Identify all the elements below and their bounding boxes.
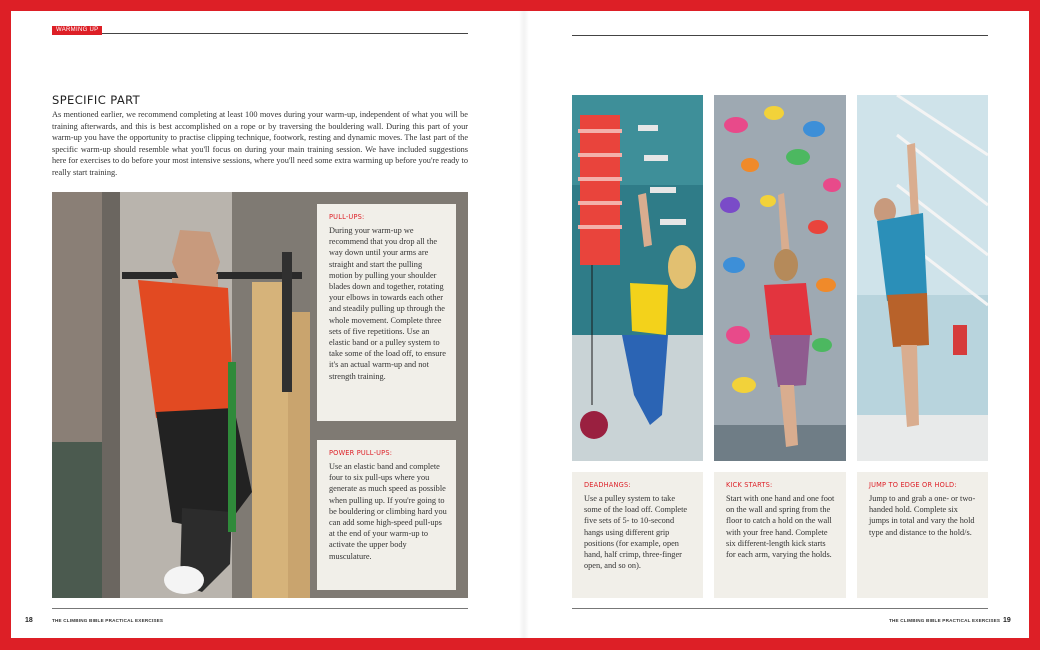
top-rule-left bbox=[52, 33, 468, 34]
jump-to-edge-title: JUMP TO EDGE OR HOLD: bbox=[869, 481, 957, 489]
deadhangs-body: Use a pulley system to take some of the load off. Complete five sets of 5- to 10-second hangs using different grip positions (for example, open hand, half crimp, three-finger open, and so on). bbox=[584, 494, 688, 571]
kick-starts-title: KICK STARTS: bbox=[726, 481, 773, 489]
section-tag: WARMING UP bbox=[52, 26, 102, 35]
running-footer-left: THE CLIMBING BIBLE PRACTICAL EXERCISES bbox=[52, 618, 164, 623]
kick-starts-caption bbox=[714, 472, 846, 598]
deadhangs-caption bbox=[572, 472, 703, 598]
pull-ups-body: During your warm-up we recommend that you drop all the way down until your arms are straight and start the pulling motion by pulling your shoulder blades down and together, rotating your elbows in towards each other and steadily pulling up through the whole movement. Complete three sets of five repetitions. Use an elastic band or a pulley system to take some of the load off, to ensure it's an actual warm-up and not strength training. bbox=[329, 226, 446, 381]
kick-starts-body: Start with one hand and one foot on the wall and spring from the floor to catch a hold on the wall with your free hand. Complete six different-length kick starts for each arm, varying the holds. bbox=[726, 494, 835, 560]
page-number-right: 19 bbox=[1003, 617, 1011, 624]
pull-ups-box bbox=[317, 204, 456, 421]
page-number-left: 18 bbox=[25, 617, 33, 624]
running-footer-right: THE CLIMBING BIBLE PRACTICAL EXERCISES bbox=[889, 618, 1001, 623]
bottom-rule-left bbox=[52, 608, 468, 609]
power-pull-ups-body: Use an elastic band and complete four to six pull-ups where you generate as much speed as possible when pulling up. If you're going to be bouldering or climbing hard you can add some high-speed pull-ups at the end of your warm-up to activate the upper body musculature. bbox=[329, 462, 447, 561]
deadhang-photo bbox=[572, 95, 703, 461]
kick-start-photo bbox=[714, 95, 846, 461]
bottom-rule-right bbox=[572, 608, 988, 609]
power-pull-ups-title: POWER PULL-UPS: bbox=[329, 449, 393, 457]
pull-ups-title: PULL-UPS: bbox=[329, 213, 365, 221]
power-pull-ups-box bbox=[317, 440, 456, 590]
jump-to-edge-photo bbox=[857, 95, 988, 461]
deadhangs-title: DEADHANGS: bbox=[584, 481, 631, 489]
jump-to-edge-body: Jump to and grab a one- or two-handed hold. Complete six jumps in total and vary the hold type and distance to the hold/s. bbox=[869, 494, 976, 537]
section-heading: SPECIFIC PART bbox=[52, 93, 141, 107]
jump-to-edge-caption bbox=[857, 472, 988, 598]
book-spread bbox=[11, 11, 1029, 638]
intro-paragraph: As mentioned earlier, we recommend completing at least 100 moves during your warm-up, independent of what you will be training afterwards, and this is best accomplished on a rope or by traversing the bouldering wall. During this part of your warm-up you have the opportunity to practise clipping technique, footwork, resting and dynamic moves. The last part of the specific warm-up should resemble what you'll focus on during your main training session. We have included suggestions here for exercises to do before your most intensive sessions, where you'll need some extra warming up before you're ready to really start training. bbox=[52, 110, 468, 177]
top-rule-right bbox=[572, 35, 988, 36]
book-gutter bbox=[519, 11, 529, 638]
